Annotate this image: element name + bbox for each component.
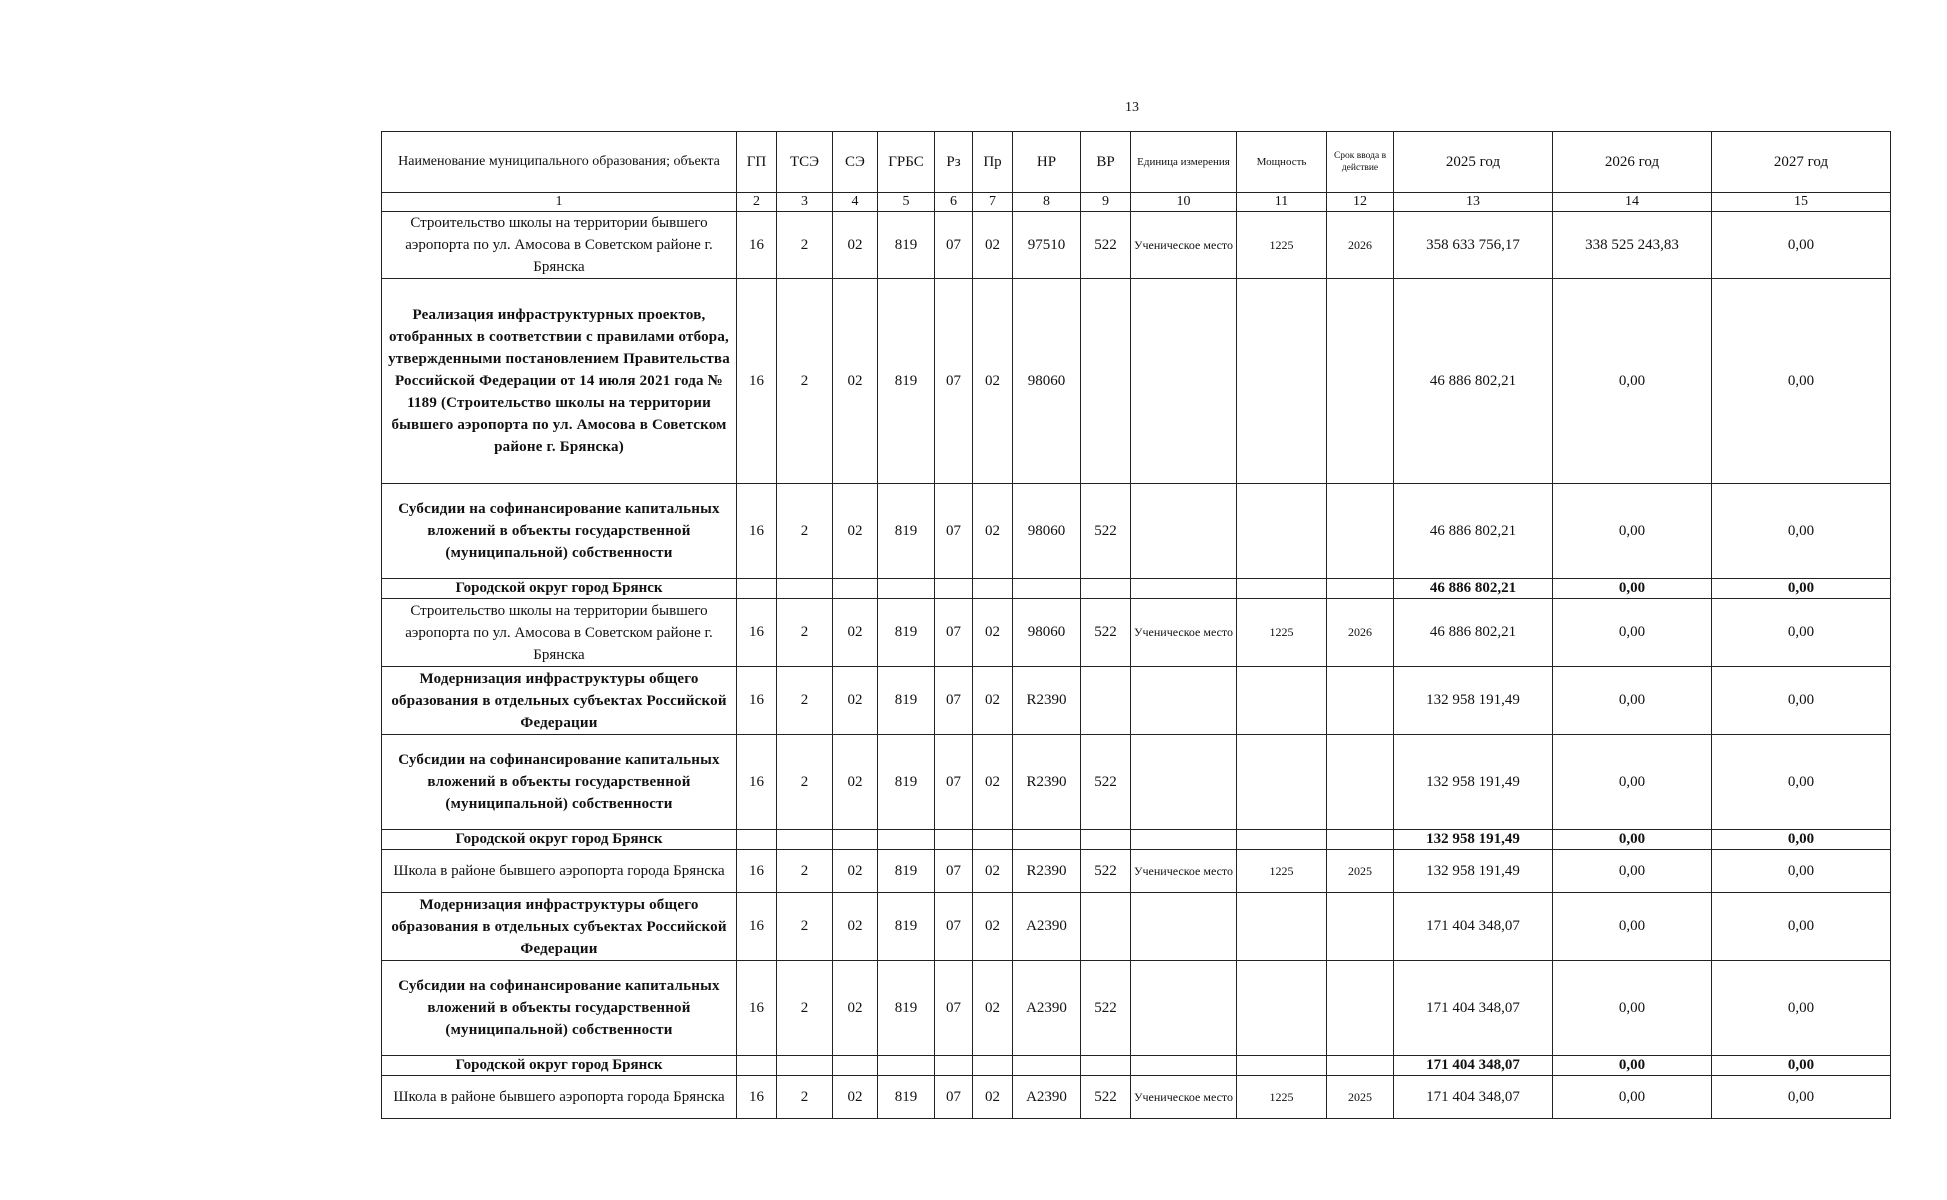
cell-name: Городской округ город Брянск: [382, 579, 737, 599]
cell-y2026: 0,00: [1553, 484, 1712, 579]
cell-vr: 522: [1081, 961, 1131, 1056]
cell-deadline: [1327, 961, 1394, 1056]
cell-rz: 07: [935, 893, 973, 961]
cell-unit: [1131, 484, 1237, 579]
cell-nr: [1013, 579, 1081, 599]
cell-tse: [777, 1056, 833, 1076]
cell-name: Школа в районе бывшего аэропорта города Брянска: [382, 850, 737, 893]
cell-deadline: [1327, 830, 1394, 850]
cell-deadline: [1327, 279, 1394, 484]
cell-nr: 98060: [1013, 484, 1081, 579]
header-2025: 2025 год: [1394, 132, 1553, 193]
cell-se: 02: [833, 850, 878, 893]
cell-nr: R2390: [1013, 850, 1081, 893]
cell-gp: 16: [737, 850, 777, 893]
cell-rz: 07: [935, 599, 973, 667]
cell-name: Строительство школы на территории бывшего аэропорта по ул. Амосова в Советском районе г. Брянска: [382, 212, 737, 279]
cell-vr: [1081, 1056, 1131, 1076]
cell-nr: 98060: [1013, 279, 1081, 484]
cell-capacity: 1225: [1237, 850, 1327, 893]
cell-y2025: 46 886 802,21: [1394, 279, 1553, 484]
cell-y2026: 0,00: [1553, 961, 1712, 1056]
cell-grbs: [878, 1056, 935, 1076]
cell-y2025: 171 404 348,07: [1394, 1076, 1553, 1119]
table-row: [382, 599, 1891, 667]
cell-capacity: [1237, 484, 1327, 579]
cell-rz: 07: [935, 212, 973, 279]
header-name: Наименование муниципального образования; объекта: [382, 132, 737, 193]
cell-vr: 522: [1081, 850, 1131, 893]
cell-se: [833, 830, 878, 850]
cell-gp: 16: [737, 667, 777, 735]
cell-unit: [1131, 961, 1237, 1056]
cell-deadline: [1327, 667, 1394, 735]
cell-tse: 2: [777, 599, 833, 667]
cell-y2025: 46 886 802,21: [1394, 579, 1553, 599]
cell-name: Школа в районе бывшего аэропорта города Брянска: [382, 1076, 737, 1119]
table-row: [382, 279, 1891, 484]
cell-pr: 02: [973, 279, 1013, 484]
cell-deadline: 2026: [1327, 212, 1394, 279]
cell-pr: 02: [973, 893, 1013, 961]
cell-pr: 02: [973, 735, 1013, 830]
cell-tse: [777, 579, 833, 599]
cell-y2027: 0,00: [1712, 212, 1891, 279]
cell-vr: 522: [1081, 599, 1131, 667]
cell-y2027: 0,00: [1712, 893, 1891, 961]
cell-gp: 16: [737, 279, 777, 484]
cell-vr: 522: [1081, 484, 1131, 579]
budget-table: [381, 131, 1891, 1119]
cell-grbs: 819: [878, 279, 935, 484]
cell-y2027: 0,00: [1712, 599, 1891, 667]
cell-y2026: 0,00: [1553, 1056, 1712, 1076]
cell-grbs: [878, 830, 935, 850]
cell-tse: 2: [777, 850, 833, 893]
cell-y2025: 358 633 756,17: [1394, 212, 1553, 279]
header-grbs: ГРБС: [878, 132, 935, 193]
cell-nr: [1013, 830, 1081, 850]
cell-se: 02: [833, 484, 878, 579]
cell-y2027: 0,00: [1712, 1056, 1891, 1076]
header-rz: Рз: [935, 132, 973, 193]
cell-pr: 02: [973, 599, 1013, 667]
cell-gp: [737, 579, 777, 599]
column-number: 8: [1013, 193, 1081, 212]
district-total-row: [382, 579, 1891, 599]
cell-y2027: 0,00: [1712, 279, 1891, 484]
cell-deadline: 2025: [1327, 850, 1394, 893]
cell-grbs: 819: [878, 667, 935, 735]
cell-gp: 16: [737, 893, 777, 961]
column-number: 14: [1553, 193, 1712, 212]
cell-capacity: 1225: [1237, 1076, 1327, 1119]
table-row: [382, 484, 1891, 579]
column-number: 10: [1131, 193, 1237, 212]
header-2027: 2027 год: [1712, 132, 1891, 193]
cell-capacity: [1237, 830, 1327, 850]
cell-se: 02: [833, 1076, 878, 1119]
cell-y2025: 171 404 348,07: [1394, 1056, 1553, 1076]
cell-nr: R2390: [1013, 667, 1081, 735]
table-row: [382, 893, 1891, 961]
cell-vr: [1081, 579, 1131, 599]
header-2026: 2026 год: [1553, 132, 1712, 193]
cell-tse: 2: [777, 667, 833, 735]
cell-se: 02: [833, 893, 878, 961]
header-vr: ВР: [1081, 132, 1131, 193]
cell-se: 02: [833, 961, 878, 1056]
cell-y2026: 0,00: [1553, 893, 1712, 961]
cell-grbs: 819: [878, 961, 935, 1056]
page-number: 13: [1125, 100, 1139, 115]
cell-se: [833, 1056, 878, 1076]
cell-pr: 02: [973, 961, 1013, 1056]
column-number: 13: [1394, 193, 1553, 212]
cell-y2027: 0,00: [1712, 484, 1891, 579]
table-row: [382, 667, 1891, 735]
cell-capacity: [1237, 667, 1327, 735]
cell-pr: 02: [973, 212, 1013, 279]
cell-rz: 07: [935, 279, 973, 484]
cell-nr: A2390: [1013, 961, 1081, 1056]
cell-nr: R2390: [1013, 735, 1081, 830]
cell-grbs: 819: [878, 599, 935, 667]
cell-deadline: 2025: [1327, 1076, 1394, 1119]
column-number-row: [382, 193, 1891, 212]
cell-vr: 522: [1081, 735, 1131, 830]
cell-nr: 98060: [1013, 599, 1081, 667]
cell-se: 02: [833, 735, 878, 830]
table-row: [382, 1076, 1891, 1119]
table-row: [382, 735, 1891, 830]
cell-pr: 02: [973, 484, 1013, 579]
cell-y2026: 338 525 243,83: [1553, 212, 1712, 279]
cell-y2026: 0,00: [1553, 1076, 1712, 1119]
column-number: 1: [382, 193, 737, 212]
cell-grbs: 819: [878, 1076, 935, 1119]
cell-y2027: 0,00: [1712, 1076, 1891, 1119]
cell-nr: A2390: [1013, 893, 1081, 961]
cell-grbs: 819: [878, 893, 935, 961]
cell-y2025: 46 886 802,21: [1394, 484, 1553, 579]
cell-deadline: [1327, 484, 1394, 579]
cell-name: Городской округ город Брянск: [382, 1056, 737, 1076]
cell-rz: 07: [935, 850, 973, 893]
cell-gp: 16: [737, 599, 777, 667]
cell-tse: 2: [777, 735, 833, 830]
cell-gp: 16: [737, 961, 777, 1056]
column-number: 6: [935, 193, 973, 212]
table-row: [382, 850, 1891, 893]
header-tse: ТСЭ: [777, 132, 833, 193]
column-number: 3: [777, 193, 833, 212]
column-number: 7: [973, 193, 1013, 212]
cell-pr: 02: [973, 667, 1013, 735]
cell-capacity: [1237, 579, 1327, 599]
cell-deadline: 2026: [1327, 599, 1394, 667]
cell-rz: 07: [935, 961, 973, 1056]
cell-y2026: 0,00: [1553, 850, 1712, 893]
cell-grbs: 819: [878, 484, 935, 579]
cell-capacity: [1237, 961, 1327, 1056]
cell-capacity: 1225: [1237, 212, 1327, 279]
cell-deadline: [1327, 579, 1394, 599]
cell-y2027: 0,00: [1712, 735, 1891, 830]
cell-vr: 522: [1081, 1076, 1131, 1119]
header-pr: Пр: [973, 132, 1013, 193]
header-deadline: Срок ввода в действие: [1327, 132, 1394, 193]
cell-name: Реализация инфраструктурных проектов, отобранных в соответствии с правилами отбора, утвержденными постановлением Правительства Российской Федерации от 14 июля 2021 года № 1189 (Строительство школы на территории бывшего аэропорта по ул. Амосова в Советском районе г. Брянска): [382, 279, 737, 484]
table-body: [382, 212, 1891, 1119]
cell-rz: 07: [935, 667, 973, 735]
cell-rz: 07: [935, 1076, 973, 1119]
cell-pr: 02: [973, 1076, 1013, 1119]
cell-tse: 2: [777, 893, 833, 961]
cell-unit: [1131, 579, 1237, 599]
cell-capacity: 1225: [1237, 599, 1327, 667]
cell-se: 02: [833, 212, 878, 279]
cell-capacity: [1237, 1056, 1327, 1076]
cell-pr: [973, 1056, 1013, 1076]
cell-name: Модернизация инфраструктуры общего образования в отдельных субъектах Российской Федерации: [382, 667, 737, 735]
cell-deadline: [1327, 893, 1394, 961]
cell-unit: Ученическое место: [1131, 850, 1237, 893]
cell-capacity: [1237, 735, 1327, 830]
cell-vr: [1081, 279, 1131, 484]
column-number: 12: [1327, 193, 1394, 212]
cell-se: [833, 579, 878, 599]
header-gp: ГП: [737, 132, 777, 193]
header-nr: НР: [1013, 132, 1081, 193]
column-number: 9: [1081, 193, 1131, 212]
cell-y2026: 0,00: [1553, 830, 1712, 850]
cell-rz: [935, 830, 973, 850]
cell-y2025: 46 886 802,21: [1394, 599, 1553, 667]
cell-unit: [1131, 893, 1237, 961]
cell-gp: 16: [737, 735, 777, 830]
header-se: СЭ: [833, 132, 878, 193]
cell-y2027: 0,00: [1712, 579, 1891, 599]
cell-y2027: 0,00: [1712, 667, 1891, 735]
cell-tse: [777, 830, 833, 850]
district-total-row: [382, 1056, 1891, 1076]
cell-y2025: 171 404 348,07: [1394, 961, 1553, 1056]
cell-tse: 2: [777, 1076, 833, 1119]
cell-name: Субсидии на софинансирование капитальных вложений в объекты государственной (муниципальной) собственности: [382, 484, 737, 579]
cell-gp: [737, 830, 777, 850]
cell-vr: 522: [1081, 212, 1131, 279]
cell-unit: Ученическое место: [1131, 599, 1237, 667]
cell-grbs: 819: [878, 735, 935, 830]
table-row: [382, 961, 1891, 1056]
cell-name: Городской округ город Брянск: [382, 830, 737, 850]
cell-pr: [973, 579, 1013, 599]
cell-y2026: 0,00: [1553, 735, 1712, 830]
cell-y2027: 0,00: [1712, 830, 1891, 850]
cell-capacity: [1237, 279, 1327, 484]
cell-nr: [1013, 1056, 1081, 1076]
cell-vr: [1081, 667, 1131, 735]
column-number: 5: [878, 193, 935, 212]
header-unit: Единица измерения: [1131, 132, 1237, 193]
cell-name: Строительство школы на территории бывшего аэропорта по ул. Амосова в Советском районе г. Брянска: [382, 599, 737, 667]
cell-unit: [1131, 667, 1237, 735]
cell-grbs: 819: [878, 850, 935, 893]
cell-gp: [737, 1056, 777, 1076]
cell-y2026: 0,00: [1553, 599, 1712, 667]
cell-nr: 97510: [1013, 212, 1081, 279]
cell-deadline: [1327, 1056, 1394, 1076]
cell-rz: [935, 579, 973, 599]
cell-y2025: 132 958 191,49: [1394, 830, 1553, 850]
cell-y2027: 0,00: [1712, 850, 1891, 893]
cell-grbs: [878, 579, 935, 599]
cell-rz: [935, 1056, 973, 1076]
cell-unit: [1131, 830, 1237, 850]
column-number: 2: [737, 193, 777, 212]
cell-y2026: 0,00: [1553, 667, 1712, 735]
cell-tse: 2: [777, 212, 833, 279]
header-row: [382, 132, 1891, 193]
cell-y2026: 0,00: [1553, 579, 1712, 599]
cell-pr: 02: [973, 850, 1013, 893]
column-number: 15: [1712, 193, 1891, 212]
cell-se: 02: [833, 599, 878, 667]
cell-se: 02: [833, 279, 878, 484]
cell-y2025: 132 958 191,49: [1394, 850, 1553, 893]
cell-vr: [1081, 830, 1131, 850]
header-capacity: Мощность: [1237, 132, 1327, 193]
cell-unit: Ученическое место: [1131, 212, 1237, 279]
cell-y2025: 132 958 191,49: [1394, 735, 1553, 830]
district-total-row: [382, 830, 1891, 850]
cell-tse: 2: [777, 279, 833, 484]
cell-name: Субсидии на софинансирование капитальных вложений в объекты государственной (муниципальной) собственности: [382, 735, 737, 830]
cell-name: Модернизация инфраструктуры общего образования в отдельных субъектах Российской Федерации: [382, 893, 737, 961]
cell-unit: [1131, 735, 1237, 830]
cell-nr: A2390: [1013, 1076, 1081, 1119]
cell-tse: 2: [777, 484, 833, 579]
cell-gp: 16: [737, 1076, 777, 1119]
cell-tse: 2: [777, 961, 833, 1056]
cell-y2025: 132 958 191,49: [1394, 667, 1553, 735]
column-number: 11: [1237, 193, 1327, 212]
column-number: 4: [833, 193, 878, 212]
cell-name: Субсидии на софинансирование капитальных вложений в объекты государственной (муниципальной) собственности: [382, 961, 737, 1056]
cell-y2025: 171 404 348,07: [1394, 893, 1553, 961]
cell-y2026: 0,00: [1553, 279, 1712, 484]
cell-gp: 16: [737, 212, 777, 279]
cell-capacity: [1237, 893, 1327, 961]
cell-se: 02: [833, 667, 878, 735]
table-row: [382, 212, 1891, 279]
cell-deadline: [1327, 735, 1394, 830]
cell-grbs: 819: [878, 212, 935, 279]
cell-unit: [1131, 279, 1237, 484]
cell-pr: [973, 830, 1013, 850]
cell-rz: 07: [935, 735, 973, 830]
cell-unit: [1131, 1056, 1237, 1076]
cell-unit: Ученическое место: [1131, 1076, 1237, 1119]
cell-rz: 07: [935, 484, 973, 579]
cell-y2027: 0,00: [1712, 961, 1891, 1056]
cell-gp: 16: [737, 484, 777, 579]
cell-vr: [1081, 893, 1131, 961]
